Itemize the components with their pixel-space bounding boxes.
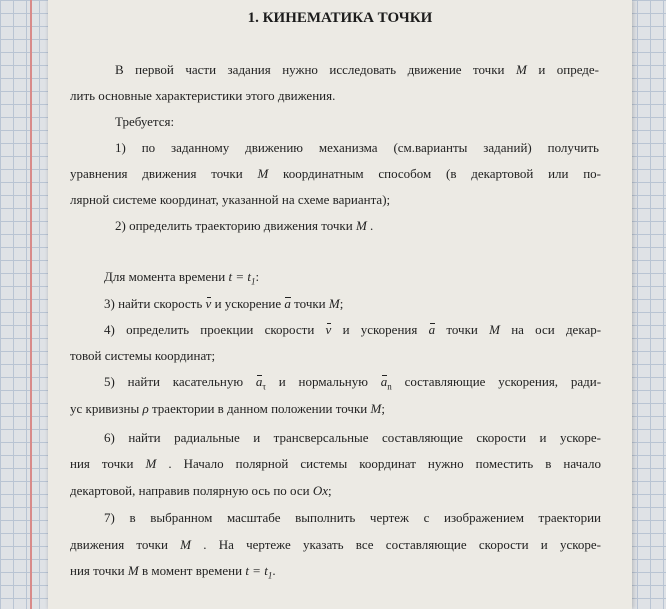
item-1-line-2: уравнения движения точки M координатным способом (в декартовой или по- <box>70 166 602 181</box>
item-4-line-2: товой системы координат; <box>70 348 216 363</box>
item-1-line-3: лярной системе координат, указанной на схеме варианта); <box>70 192 391 207</box>
item-4-line-1: 4) определить проекции скорости v и ускорения a точки M на оси декар- <box>104 322 602 337</box>
item-7-line-2: движения точки M . На чертеже указать все составляющие скорости и ускоре- <box>70 537 601 552</box>
item-6-line-2: ния точки M . Начало полярной системы координат нужно поместить в начало <box>70 456 602 471</box>
item-5-line-2: ус кривизны ρ траектории в данном положении точки M; <box>70 401 385 416</box>
intro-line-2: лить основные характеристики этого движения. <box>70 88 336 103</box>
item-6-line-1: 6) найти радиальные и трансверсальные составляющие скорости и ускоре- <box>104 430 601 445</box>
item-1-line-1: 1) по заданному движению механизма (см.варианты заданий) получить <box>115 140 599 155</box>
item-3-line: 3) найти скорость v и ускорение a точки M; <box>104 296 344 311</box>
item-6-line-3: декартовой, направив полярную ось по оси Ox; <box>70 483 332 498</box>
item-2-line: 2) определить траекторию движения точки M . <box>115 218 374 233</box>
page-title: 1. КИНЕМАТИКА ТОЧКИ <box>247 10 433 26</box>
item-5-line-1: 5) найти касательную $a_\tau$ и нормальную $a_n$ составляющие ускорения, ради- <box>104 374 602 392</box>
intro-line-1: В первой части задания нужно исследовать движение точки M и опреде- <box>115 62 600 77</box>
requirements-heading: Требуется: <box>115 114 175 129</box>
notebook-margin-line <box>30 0 32 609</box>
acceleration-vector-symbol: a <box>284 296 291 311</box>
item-7-line-3: ния точки M в момент времени $t = t_1$. <box>70 563 276 581</box>
item-7-line-1: 7) в выбранном масштабе выполнить чертеж с изображением траектории <box>104 510 601 525</box>
moment-line: Для момента времени $t = t_1$: <box>104 269 260 287</box>
printed-sheet <box>48 0 632 609</box>
velocity-vector-symbol: v <box>205 296 212 311</box>
